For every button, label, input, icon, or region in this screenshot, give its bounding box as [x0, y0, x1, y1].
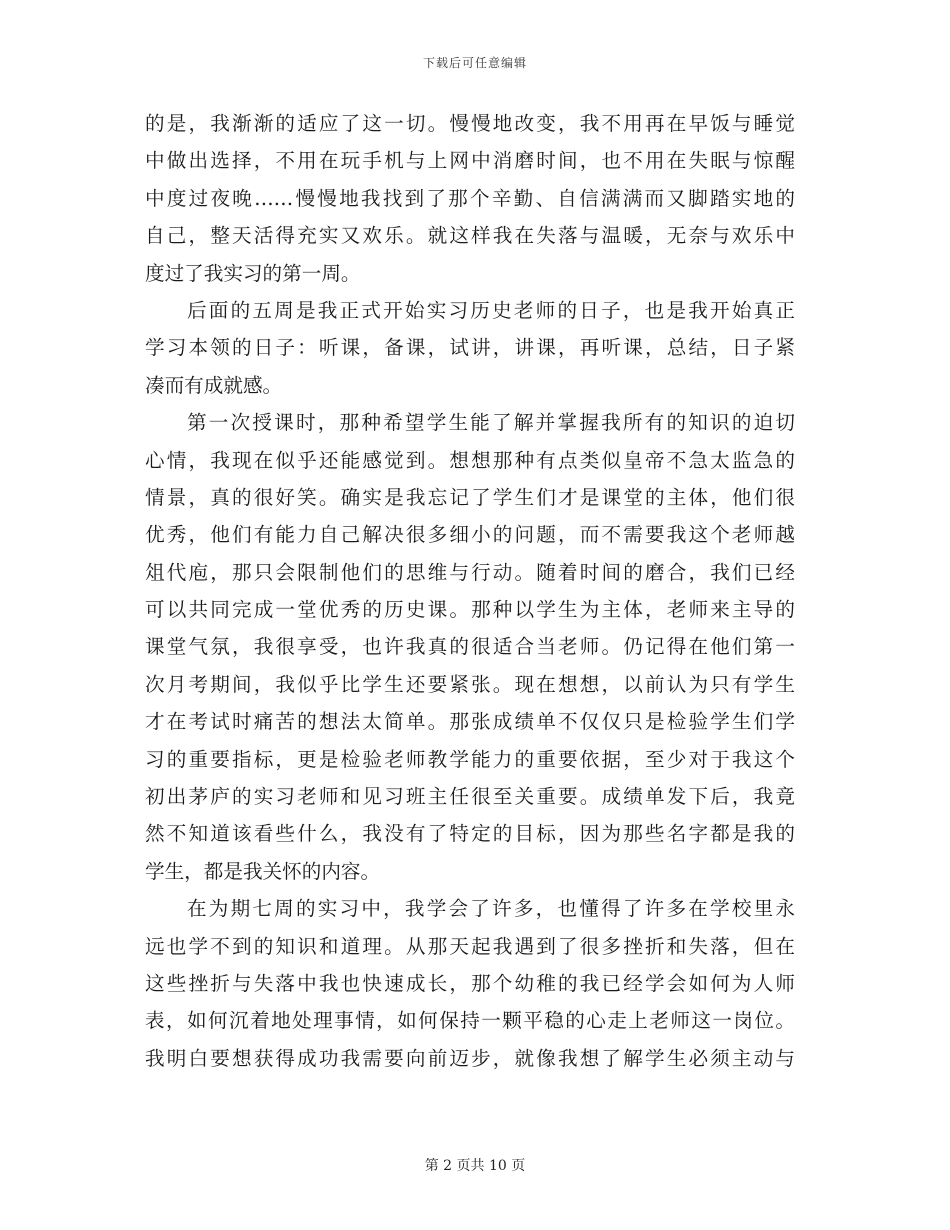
text-line: 初出茅庐的实习老师和见习班主任很至关重要。成绩单发下后，我竟	[145, 785, 795, 809]
text-line: 凑而有成就感。	[145, 373, 283, 397]
text-line: 的是，我渐渐的适应了这一切。慢慢地改变，我不用再在早饭与睡觉	[145, 112, 795, 135]
text-line: 我明白要想获得成功我需要向前迈步，就像我想了解学生必须主动与	[145, 1046, 795, 1070]
text-line: 优秀，他们有能力自己解决很多细小的问题，而不需要我这个老师越	[145, 523, 795, 547]
text-line: 心情，我现在似乎还能感觉到。想想那种有点类似皇帝不急太监急的	[145, 448, 795, 472]
text-line: 这些挫折与失落中我也快速成长，那个幼稚的我已经学会如何为人师	[145, 971, 795, 995]
page-number-footer: 第 2 页共 10 页	[424, 1158, 526, 1174]
paragraph	[145, 890, 795, 1077]
text-line: 后面的五周是我正式开始实习历史老师的日子，也是我开始真正	[187, 298, 795, 322]
text-line: 学习本领的日子：听课，备课，试讲，讲课，再听课，总结，日子紧	[145, 336, 795, 360]
text-line: 俎代庖，那只会限制他们的思维与行动。随着时间的磨合，我们已经	[145, 560, 795, 584]
paragraph	[145, 292, 795, 404]
paragraph	[145, 105, 795, 292]
text-line: 学生，都是我关怀的内容。	[145, 859, 381, 883]
text-line: 中度过夜晚……慢慢地我找到了那个辛勤、自信满满而又脚踏实地的	[145, 186, 795, 210]
text-line: 远也学不到的知识和道理。从那天起我遇到了很多挫折和失落，但在	[145, 934, 795, 958]
text-line: 表，如何沉着地处理事情，如何保持一颗平稳的心走上老师这一岗位。	[145, 1009, 795, 1033]
text-line: 习的重要指标，更是检验老师教学能力的重要依据，至少对于我这个	[145, 747, 795, 771]
text-line: 度过了我实习的第一周。	[145, 261, 361, 285]
text-line: 课堂气氛，我很享受，也许我真的很适合当老师。仍记得在他们第一	[145, 635, 795, 659]
text-line: 次月考期间，我似乎比学生还要紧张。现在想想，以前认为只有学生	[145, 672, 795, 696]
paragraph	[145, 404, 795, 890]
page-header: 下载后可任意编辑	[422, 56, 527, 70]
text-line: 才在考试时痛苦的想法太简单。那张成绩单不仅仅只是检验学生们学	[145, 710, 795, 734]
text-line: 第一次授课时，那种希望学生能了解并掌握我所有的知识的迫切	[187, 411, 795, 435]
text-line: 可以共同完成一堂优秀的历史课。那种以学生为主体，老师来主导的	[145, 598, 795, 622]
text-line: 在为期七周的实习中，我学会了许多，也懂得了许多在学校里永	[187, 897, 795, 921]
document-body	[145, 105, 795, 1077]
text-line: 情景，真的很好笑。确实是我忘记了学生们才是课堂的主体，他们很	[145, 485, 795, 509]
text-line: 中做出选择，不用在玩手机与上网中消磨时间，也不用在失眠与惊醒	[145, 149, 795, 173]
text-line: 然不知道该看些什么，我没有了特定的目标，因为那些名字都是我的	[145, 822, 795, 846]
text-line: 自己，整天活得充实又欢乐。就这样我在失落与温暖，无奈与欢乐中	[145, 224, 795, 248]
